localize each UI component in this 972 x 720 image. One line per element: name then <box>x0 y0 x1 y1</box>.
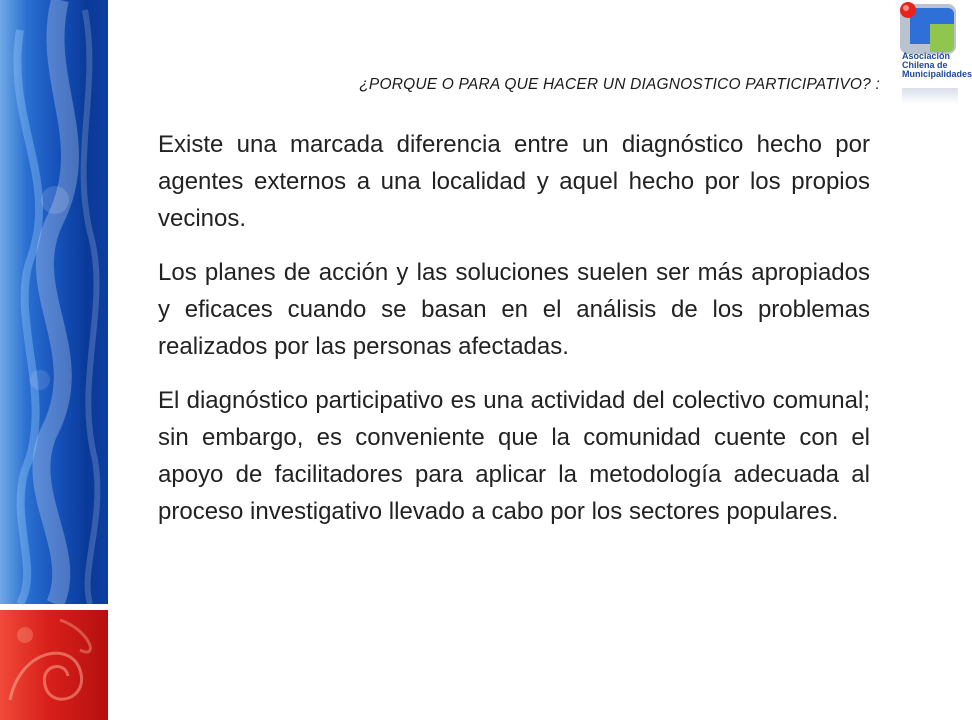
achm-logo-icon <box>888 0 960 56</box>
left-blue-bar <box>0 0 108 604</box>
paragraph-1: Existe una marcada diferencia entre un diagnóstico hecho por agentes externos a una localidad y aquel hecho por los propios vecinos. <box>158 131 870 232</box>
logo-reflection <box>902 88 958 104</box>
achm-logo <box>888 0 972 122</box>
slide-title: ¿PORQUE O PARA QUE HACER UN DIAGNOSTICO PARTICIPATIVO? : <box>359 76 880 93</box>
left-red-bar <box>0 610 108 720</box>
slide-body <box>158 126 870 547</box>
logo-line-2: Chilena de <box>902 60 948 70</box>
logo-line-1: Asociación <box>902 51 951 61</box>
logo-line-3: Municipalidades <box>902 69 972 79</box>
decorative-wave-icon <box>0 0 108 604</box>
paragraph-3: El diagnóstico participativo es una actividad del colectivo comunal; sin embargo, es conveniente que la comunidad cuente con el apoyo de facilitadores para aplicar la metodología adecuada al proceso investigativo llevado a cabo por los sectores populares. <box>158 387 870 525</box>
decorative-swirl-icon <box>0 610 108 720</box>
paragraph-2: Los planes de acción y las soluciones suelen ser más apropiados y eficaces cuando se basan en el análisis de los problemas realizados por las personas afectadas. <box>158 259 870 360</box>
